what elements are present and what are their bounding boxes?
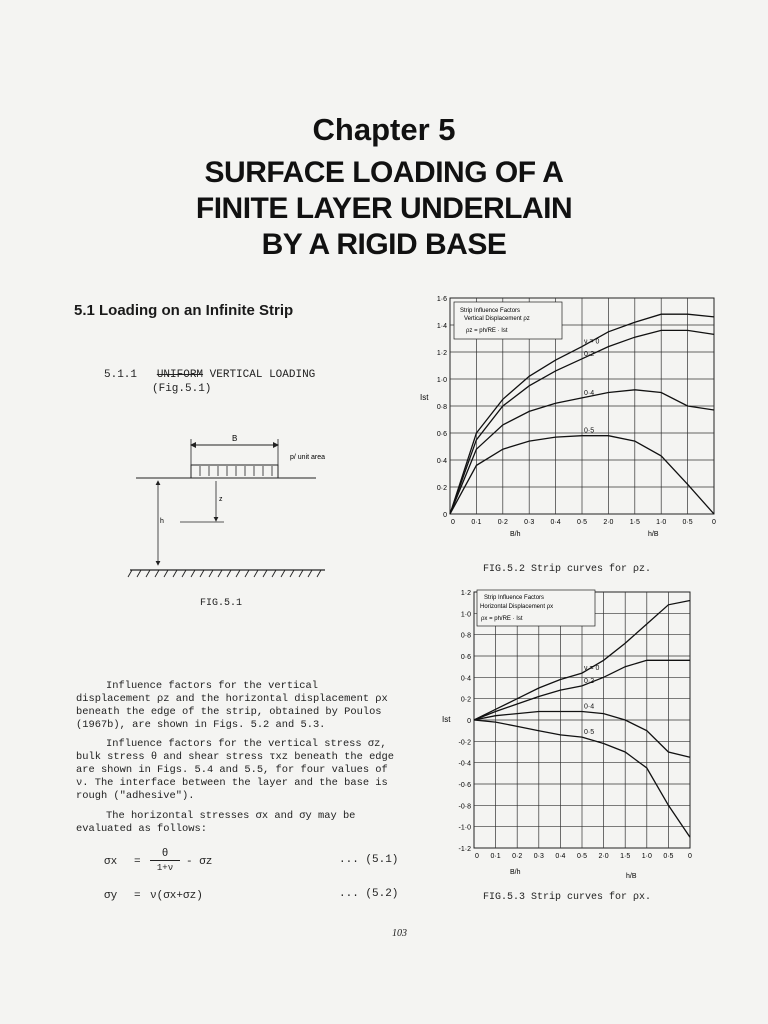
fig53-y-tick-label: 0·6: [460, 654, 471, 661]
fig53-x-tick-label: 0·5: [663, 853, 674, 860]
fig53-x-tick-label: 0·5: [576, 853, 588, 860]
fig52-y-tick-label: 0·4: [436, 458, 447, 465]
fig52-x-label-right: h/B: [648, 531, 659, 538]
fig53-y-tick-label: -0·6: [458, 782, 471, 789]
label-load: p/ unit area: [290, 454, 326, 461]
page-number: 103: [392, 928, 407, 939]
eq1-lhs: σx: [104, 856, 118, 868]
fig52-curve-label: 0·4: [584, 389, 595, 397]
chapter-number: Chapter 5: [312, 112, 456, 147]
fig52-x-tick-label: 2·0: [603, 519, 614, 526]
subsection-title: VERTICAL LOADING: [209, 369, 316, 381]
fig52-chart: [414, 290, 724, 550]
fig53-x-tick-label: 0·1: [490, 853, 501, 860]
section-heading: 5.1 Loading on an Infinite Strip: [74, 302, 294, 319]
chapter-title-line-3: BY A RIGID BASE: [261, 228, 507, 261]
fig52-x-tick-label: 1·0: [656, 519, 667, 526]
fig53-legend-line-2: Horizontal Displacement ρx: [480, 604, 554, 610]
base-hatching: [128, 570, 321, 577]
fig52-y-tick-label: 1·4: [436, 323, 447, 330]
subsection-figref: (Fig.5.1): [152, 383, 212, 395]
fig53-y-tick-label: 0: [467, 718, 471, 725]
label-B: B: [232, 434, 238, 443]
fig52-legend-line-2: Vertical Displacement ρz: [464, 316, 530, 322]
chapter-title-line-1: SURFACE LOADING OF A: [204, 156, 564, 189]
eq1-num: θ: [150, 848, 180, 861]
fig52-curve-label: 0·5: [584, 427, 595, 435]
fig52-x-tick-label: 0·2: [497, 519, 508, 526]
fig52-legend-line-3: ρz = ph/RE · Ist: [466, 328, 508, 334]
fig52-x-tick-label: 0: [712, 519, 716, 526]
fig52-x-tick-label: 0·1: [471, 519, 482, 526]
paragraph-1: Influence factors for the vertical displacement ρz and the horizontal displacement ρx beneath the edge of the strip, obtained by Poulos (1967b), are shown in Figs. 5.2 and 5.3.: [76, 680, 388, 731]
fig53-legend-line-3: ρx = ph/RE · Ist: [481, 616, 523, 622]
fig52-y-tick-label: 1·6: [436, 296, 447, 303]
fig53-y-tick-label: 0·4: [460, 675, 471, 683]
fig53-y-axis-label: Ist: [442, 715, 451, 724]
fig52-x-label-left: B/h: [510, 531, 521, 538]
fig53-x-tick-label: 0·3: [533, 853, 544, 860]
paragraph-3: The horizontal stresses σx and σy may be evaluated as follows:: [76, 810, 356, 835]
paragraph-2: Influence factors for the vertical stress σz, bulk stress θ and shear stress τxz beneath the edge are shown in Figs. 5.4 and 5.5, for four values of ν. The interface between the layer and the base is rough ("adhesive").: [76, 738, 395, 802]
equation-5-1: σx = θ 1+ν - σz ... (5.1): [104, 848, 399, 873]
label-h: h: [160, 518, 164, 525]
eq2-rhs: ν(σx+σz): [150, 890, 203, 902]
eq1-den: 1+ν: [156, 863, 174, 873]
chapter-title-line-2: FINITE LAYER UNDERLAIN: [195, 192, 573, 225]
fig53-y-tick-label: 1·2: [460, 590, 471, 597]
fig53-x-tick-label: 1·0: [641, 853, 652, 860]
fig52-x-tick-label: 0: [451, 519, 455, 526]
fig53-x-label-left: B/h: [510, 869, 521, 876]
fig53-y-tick-label: -0·8: [458, 803, 471, 811]
fig53-x-tick-label: 1·5: [620, 853, 631, 860]
fig53-y-tick-label: 0·2: [460, 696, 471, 704]
fig53-curve-labels: [584, 665, 599, 736]
fig53-y-tick-label: -0·4: [458, 760, 471, 768]
eq2-lhs: σy: [104, 890, 118, 902]
fig53-x-label-right: h/B: [626, 873, 637, 880]
fig52-curve-label: 0·2: [584, 350, 595, 358]
fig53-legend-line-1: Strip Influence Factors: [484, 595, 545, 601]
fig51-caption: FIG.5.1: [200, 598, 243, 609]
fig52-x-ticks: [451, 519, 716, 526]
fig53-x-tick-label: 2·0: [598, 853, 609, 860]
fig52-curve-labels: [584, 339, 599, 435]
fig52-x-tick-label: 0·3: [524, 519, 535, 526]
fig52-y-tick-label: 0·6: [436, 431, 447, 438]
fig53-grid: [474, 592, 690, 848]
label-z: z: [219, 496, 223, 503]
fig51-diagram: [120, 425, 360, 590]
fig53-caption: FIG.5.3 Strip curves for ρx.: [483, 892, 652, 903]
fig52-x-tick-label: 0·5: [682, 519, 693, 526]
fig52-y-tick-label: 1·2: [436, 350, 447, 357]
subsection-number: 5.1.1: [104, 369, 138, 381]
fig53-y-tick-label: -1·0: [458, 824, 471, 832]
fig53-curve-label: 0·5: [584, 729, 595, 737]
load-block: [191, 465, 278, 478]
fig52-x-tick-label: 0·4: [550, 519, 561, 526]
fig52-y-tick-label: 0: [443, 512, 447, 519]
fig53-curve-label: 0·4: [584, 703, 595, 711]
fig53-y-tick-label: -1·2: [458, 846, 471, 853]
subsection-heading: [104, 368, 315, 396]
fig52-y-tick-label: 0·2: [436, 485, 447, 492]
fig53-y-tick-label: -0·2: [458, 739, 471, 747]
fig52-y-axis-label: Ist: [420, 393, 429, 402]
fig52-x-tick-label: 0·5: [576, 519, 588, 526]
fig52-y-ticks: [437, 296, 447, 519]
fig53-y-tick-label: 0·8: [460, 632, 471, 640]
fig52-y-tick-label: 1·0: [436, 377, 447, 384]
fig52-caption: FIG.5.2 Strip curves for ρz.: [483, 564, 652, 575]
fig53-y-ticks: [459, 590, 472, 853]
fig52-legend-line-1: Strip Influence Factors: [460, 308, 521, 314]
fig52-x-tick-label: 1·5: [629, 519, 640, 526]
fig53-x-tick-label: 0·4: [555, 853, 566, 860]
fig53-x-tick-label: 0·2: [512, 853, 523, 860]
eq2-number: ... (5.2): [339, 888, 399, 900]
fig53-y-tick-label: 1·0: [460, 611, 471, 619]
fig53-curve-label: 0·2: [584, 677, 595, 685]
fig53-x-tick-label: 0: [688, 853, 692, 860]
eq1-number: ... (5.1): [339, 854, 399, 866]
equation-5-2: σy = ν(σx+σz) ... (5.2): [104, 888, 399, 902]
subsection-struck-word: UNIFORM: [156, 369, 204, 381]
fig52-y-tick-label: 0·8: [436, 404, 447, 411]
fig53-curve-label: ν = 0: [584, 665, 600, 673]
eq1-tail: - σz: [186, 856, 213, 868]
fig53-chart: [414, 584, 724, 884]
fig53-x-tick-label: 0: [475, 853, 479, 860]
load-arrows: [200, 466, 272, 476]
fig52-curve-label: ν = 0: [584, 338, 600, 346]
fig53-x-ticks: [475, 853, 692, 860]
